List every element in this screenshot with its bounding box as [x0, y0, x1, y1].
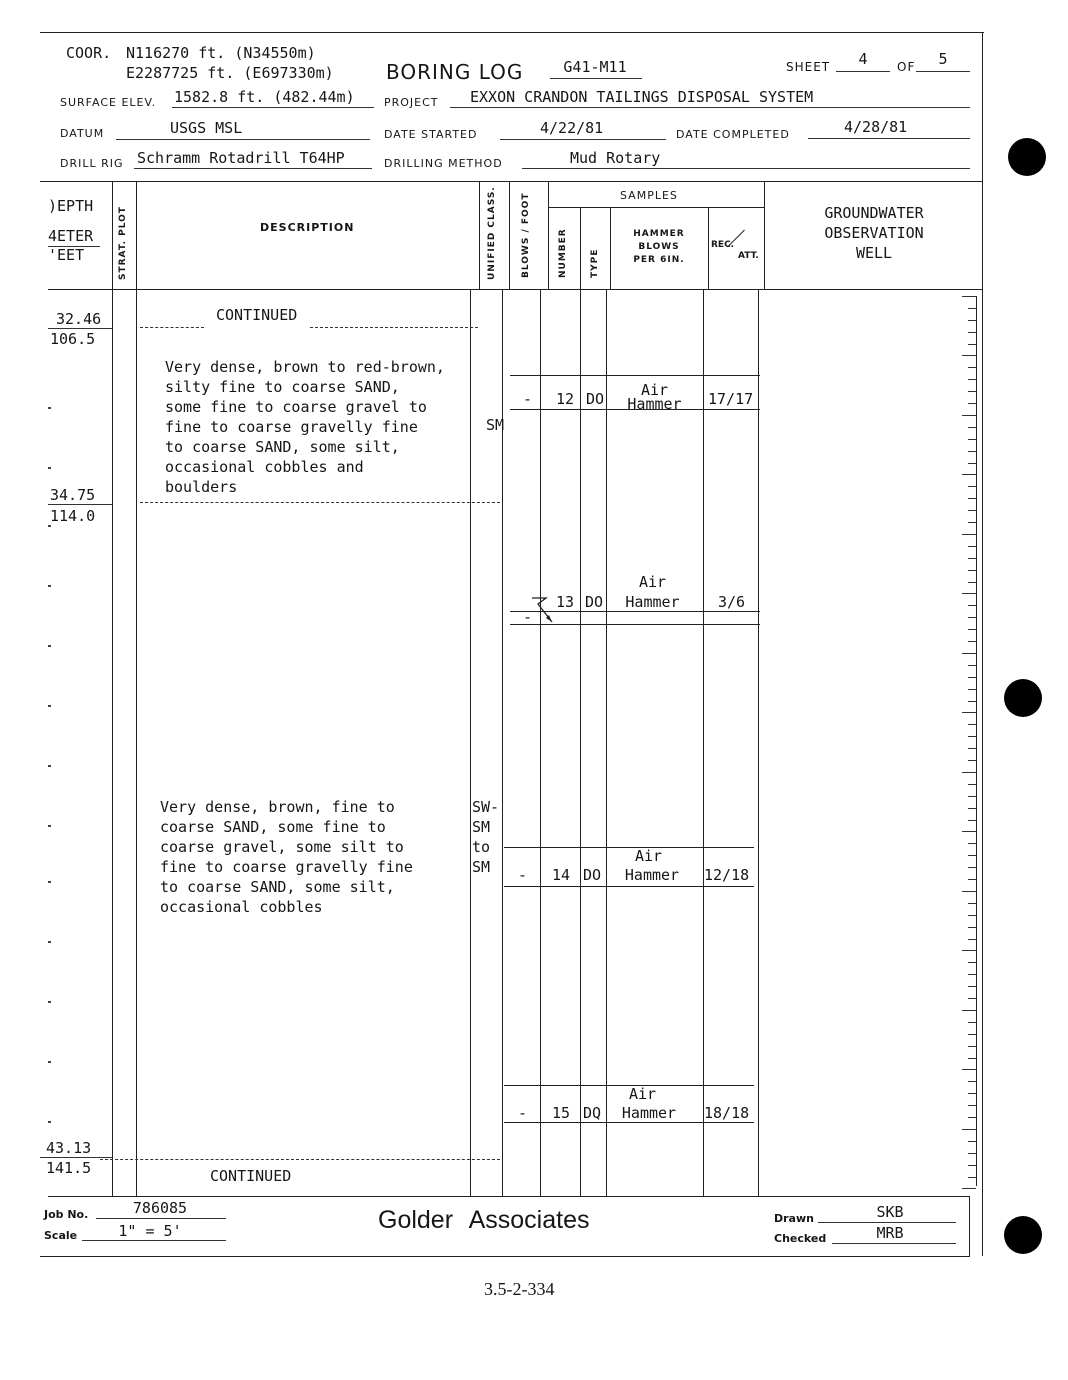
sample-15-hammer-1: Air [628, 1085, 657, 1103]
depth-bot-rule [40, 1157, 112, 1158]
datum-underline [116, 139, 370, 140]
checked: MRB [876, 1224, 904, 1242]
scale-tick [968, 403, 976, 404]
sample-15-blows: - [518, 1104, 528, 1122]
scale-tick [968, 427, 976, 428]
date-completed: 4/28/81 [844, 118, 908, 136]
sample-13-blows: - [523, 608, 533, 626]
continued-top: CONTINUED [216, 306, 298, 324]
depth-tick [48, 1121, 51, 1123]
groundwater-header-2: OBSERVATION [824, 224, 924, 242]
continued-bottom: CONTINUED [210, 1167, 292, 1185]
layer-1-unified-class: SM [486, 416, 505, 434]
scale-tick [962, 1129, 976, 1130]
depth-top-rule [48, 328, 112, 329]
datum-label: DATUM [60, 127, 105, 140]
hammer-header-3: PER 6IN. [633, 255, 685, 265]
rec-header: REC. [711, 240, 735, 250]
binder-hole-middle [1004, 679, 1042, 717]
scale-tick [968, 903, 976, 904]
groundwater-header-1: GROUNDWATER [824, 204, 924, 222]
project: EXXON CRANDON TAILINGS DISPOSAL SYSTEM [470, 88, 814, 106]
samples-header: SAMPLES [620, 189, 678, 202]
sample-12-top-rule [510, 375, 760, 376]
drilling-method: Mud Rotary [570, 149, 661, 167]
scale-tick [968, 665, 976, 666]
depth-bot-ft: 141.5 [46, 1159, 92, 1177]
type-header: TYPE [590, 248, 600, 278]
binder-hole-top [1008, 138, 1046, 176]
scale-tick [968, 1141, 976, 1142]
scale-tick [962, 474, 976, 475]
sheet-total: 5 [938, 50, 948, 68]
sample-14-rec-att: 12/18 [704, 866, 750, 884]
drawn-underline [818, 1222, 956, 1223]
scale-tick [962, 296, 976, 297]
sample-13-number: 13 [556, 593, 575, 611]
scale-tick [962, 772, 976, 773]
footer-right [969, 1196, 970, 1256]
sample-12-blows: - [523, 390, 533, 408]
scale-tick [968, 677, 976, 678]
scale-tick [968, 760, 976, 761]
col-rule-desc [479, 181, 480, 290]
scale-tick [968, 1046, 976, 1047]
layer-2-description: Very dense, brown, fine to coarse SAND, some fine to coarse gravel, some silt to fine to coarse gravelly fine to coarse SAND, some silt, occasional cobbles [160, 798, 413, 916]
scale-tick [968, 701, 976, 702]
sheet-no-underline [836, 71, 890, 72]
scale-tick [968, 879, 976, 880]
of-label: OF [897, 60, 916, 74]
scale-tick [968, 486, 976, 487]
description-header: DESCRIPTION [260, 221, 355, 234]
scale-tick [968, 522, 976, 523]
depth-header-2: 4ETER [48, 227, 94, 245]
depth-tick [48, 825, 51, 827]
drill-rig: Schramm Rotadrill T64HP [137, 149, 345, 167]
frame-bottom [40, 1256, 970, 1257]
scale-tick [968, 629, 976, 630]
scale-tick [968, 927, 976, 928]
sample-12-rec-att: 17/17 [708, 390, 754, 408]
strat-plot-header: STRAT. PLOT [118, 206, 128, 280]
scale-tick [968, 641, 976, 642]
layer-2-unified-class: SW- SM to SM [472, 798, 500, 876]
depth-header-1: )EPTH [48, 197, 94, 215]
depth-bot-m: 43.13 [46, 1139, 92, 1157]
scale-tick [962, 1069, 976, 1070]
scale-tick [968, 1081, 976, 1082]
project-label: PROJECT [384, 96, 439, 109]
sample-14-bottom-rule [504, 886, 754, 887]
scale-tick [962, 712, 976, 713]
scale-tick [968, 796, 976, 797]
scale-tick [962, 415, 976, 416]
sample-13-hammer-1: Air [638, 573, 667, 591]
sample-14-type: DO [583, 866, 602, 884]
scale-tick [962, 831, 976, 832]
depth-header-3: 'EET [48, 246, 85, 264]
scale-tick [968, 986, 976, 987]
continued-top-dash-right [310, 327, 478, 328]
scale-tick [968, 867, 976, 868]
depth-tick [48, 1001, 51, 1003]
date-completed-label: DATE COMPLETED [676, 128, 790, 141]
sample-12-hammer-1: Air [640, 381, 669, 399]
depth-tick [48, 467, 51, 469]
scale-tick [968, 1117, 976, 1118]
scale-tick [968, 1165, 976, 1166]
depth-mid-ft: 114.0 [50, 507, 96, 525]
sample-12-type: DO [586, 390, 605, 408]
scale-tick [962, 950, 976, 951]
date-started: 4/22/81 [540, 119, 604, 137]
frame-top [40, 32, 984, 33]
col-rule-hammer [708, 207, 709, 290]
scale-tick [968, 617, 976, 618]
page-number: 3.5-2-334 [484, 1279, 555, 1299]
surface-elev-label: SURFACE ELEV. [60, 96, 157, 109]
scale-tick [962, 1010, 976, 1011]
drill-rig-underline [134, 168, 372, 169]
sheet-no: 4 [858, 50, 868, 68]
hammer-header-1: HAMMER [633, 229, 685, 239]
water-level-arrow-icon [530, 594, 570, 634]
scale-tick [962, 355, 976, 356]
boring-id: G41-M11 [563, 58, 627, 76]
sample-14-hammer-2: Hammer [624, 866, 680, 884]
scale-tick [962, 891, 976, 892]
scale-tick [968, 332, 976, 333]
sample-13-hammer-2: Hammer [625, 593, 680, 611]
scale-tick [968, 939, 976, 940]
drilling-method-underline [522, 168, 970, 169]
coor-north: N116270 ft. (N34550m) [126, 44, 316, 62]
depth-top-m: 32.46 [56, 310, 102, 328]
date-started-label: DATE STARTED [384, 128, 478, 141]
sample-15-rec-att: 18/18 [704, 1104, 750, 1122]
drill-rig-label: DRILL RIG [60, 157, 124, 170]
col-rule-rec [764, 181, 765, 290]
depth-top-ft: 106.5 [50, 330, 96, 348]
depth-mid-rule [48, 504, 112, 505]
scale-tick [968, 1034, 976, 1035]
footer-top-rule [48, 1196, 970, 1197]
col-rule-class [509, 181, 510, 290]
unified-class-header: UNIFIED CLASS. [487, 186, 497, 280]
hammer-header-2: BLOWS [638, 242, 680, 252]
checked-label: Checked [774, 1232, 827, 1245]
scale-tick [968, 855, 976, 856]
date-completed-underline [808, 138, 970, 139]
scale-tick [968, 808, 976, 809]
col-rule-type-body [606, 289, 607, 1196]
scale-tick [968, 570, 976, 571]
scale: 1" = 5' [118, 1222, 182, 1240]
boring-log-title: BORING LOG [386, 60, 524, 84]
col-rule-desc-body [470, 289, 471, 1196]
job-no-underline [96, 1218, 226, 1219]
scale-tick [968, 1093, 976, 1094]
scale-tick [968, 367, 976, 368]
header-bottom-rule [40, 181, 982, 182]
scale-tick [968, 605, 976, 606]
sample-15-hammer-2: Hammer [621, 1104, 677, 1122]
sample-13-type: DO [585, 593, 604, 611]
scale-tick [968, 748, 976, 749]
scale-tick [968, 498, 976, 499]
scale-tick [968, 320, 976, 321]
blows-foot-header: BLOWS / FOOT [521, 192, 531, 278]
boring-id-underline [550, 78, 642, 79]
scale-tick [968, 582, 976, 583]
scale-underline [82, 1240, 226, 1241]
scale-tick [968, 784, 976, 785]
col-rule-blows [548, 181, 549, 290]
job-no-label: Job No. [44, 1208, 89, 1221]
scale-label: Scale [44, 1229, 78, 1242]
checked-underline [832, 1243, 956, 1244]
depth-tick [48, 941, 51, 943]
colhead-bottom-rule [48, 289, 982, 290]
job-no: 786085 [132, 1199, 188, 1217]
scale-tick [968, 843, 976, 844]
scale-tick [968, 379, 976, 380]
scale-tick [968, 463, 976, 464]
scale-tick [968, 724, 976, 725]
col-rule-blows-body [540, 289, 541, 1196]
scale-tick [968, 308, 976, 309]
drawn-label: Drawn [774, 1212, 814, 1225]
surface-elev: 1582.8 ft. (482.44m) [174, 88, 355, 106]
layer-1-description: Very dense, brown to red-brown, silty fine to coarse SAND, some fine to coarse gravel to fine to coarse gravelly fine to coarse SAND, some silt, occasional cobbles and boulders [165, 358, 445, 496]
scale-tick [968, 439, 976, 440]
depth-tick [48, 645, 51, 647]
scale-tick [968, 820, 976, 821]
scale-tick [968, 510, 976, 511]
coor-east: E2287725 ft. (E697330m) [126, 64, 334, 82]
col-rule-number [580, 207, 581, 1196]
scale-tick [968, 689, 976, 690]
depth-tick [48, 765, 51, 767]
scale-tick [968, 915, 976, 916]
number-header: NUMBER [558, 228, 568, 278]
scale-axis [976, 296, 977, 1186]
rec-att-slash [727, 230, 745, 248]
depth-tick [48, 705, 51, 707]
frame-right [982, 32, 983, 1256]
sample-12-number: 12 [556, 390, 575, 408]
scale-tick [968, 451, 976, 452]
scale-tick [968, 998, 976, 999]
date-started-underline [500, 139, 666, 140]
sample-13-rec-att: 3/6 [718, 593, 746, 611]
scale-tick [968, 974, 976, 975]
scale-tick [968, 391, 976, 392]
scale-tick [968, 962, 976, 963]
binder-hole-bottom [1004, 1216, 1042, 1254]
surface-elev-underline [172, 107, 374, 108]
col-rule-rec-body [758, 289, 759, 1196]
continued-top-dash-left [140, 327, 204, 328]
att-header: ATT. [738, 251, 759, 261]
scale-tick [968, 1105, 976, 1106]
scale-tick [968, 558, 976, 559]
sample-12-hammer-2: Hammer [627, 395, 682, 413]
sample-14-hammer-1: Air [634, 847, 663, 865]
scale-tick [962, 1188, 976, 1189]
project-underline [450, 107, 970, 108]
col-rule-depth [112, 181, 113, 1196]
sample-14-blows: - [518, 866, 528, 884]
sample-14-number: 14 [552, 866, 571, 884]
scale-tick [968, 1058, 976, 1059]
scale-tick [968, 1022, 976, 1023]
coor-label: COOR. [66, 44, 112, 62]
scale-tick [968, 344, 976, 345]
depth-tick [48, 881, 51, 883]
depth-mid-m: 34.75 [50, 486, 96, 504]
continued-bottom-dash [100, 1159, 500, 1160]
scale-tick [962, 653, 976, 654]
sample-15-type: DQ [583, 1104, 602, 1122]
sheet-label: SHEET [786, 60, 831, 74]
scale-tick [968, 1153, 976, 1154]
scale-tick [962, 593, 976, 594]
drilling-method-label: DRILLING METHOD [384, 157, 503, 170]
samples-subheader-rule [548, 207, 764, 208]
depth-tick [48, 585, 51, 587]
col-rule-strat [136, 181, 137, 1196]
scale-tick [968, 546, 976, 547]
sample-15-number: 15 [552, 1104, 571, 1122]
sample-15-bottom-rule [504, 1122, 754, 1123]
datum: USGS MSL [170, 119, 243, 137]
company-name: Golder Associates [378, 1206, 590, 1234]
drawn: SKB [876, 1203, 904, 1221]
depth-tick [48, 525, 51, 527]
scale-tick [962, 534, 976, 535]
depth-tick [48, 1061, 51, 1063]
scale-tick [968, 1177, 976, 1178]
groundwater-header-3: WELL [855, 244, 893, 262]
layer-boundary-dash [140, 502, 500, 503]
depth-tick [48, 407, 51, 409]
scale-tick [968, 736, 976, 737]
sheet-total-underline [916, 71, 970, 72]
col-rule-hammer-body [703, 289, 704, 1196]
